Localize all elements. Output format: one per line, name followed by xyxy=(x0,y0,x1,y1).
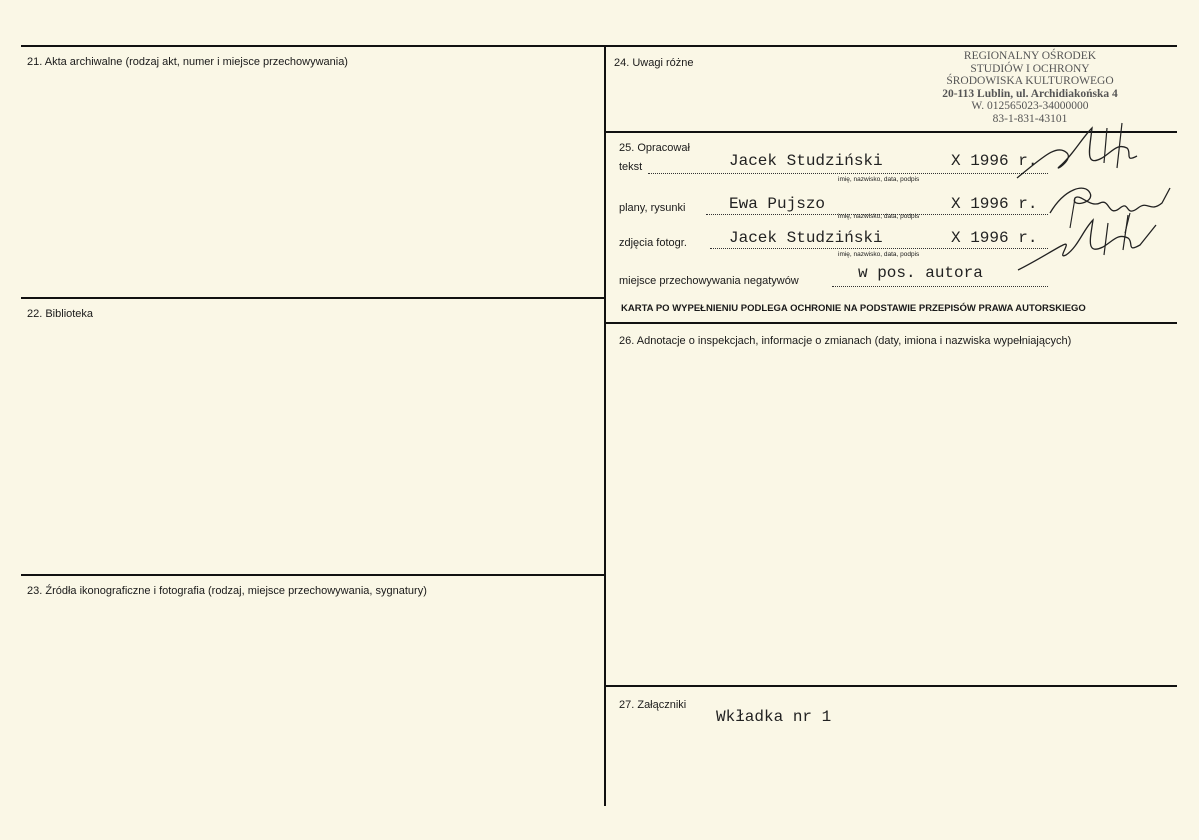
field-26-label: 26. Adnotacje o inspekcjach, informacje o zmianach (daty, imiona i nazwiska wypełniających) xyxy=(619,335,1072,347)
negatywy-location: w pos. autora xyxy=(858,264,983,282)
zdjecia-dotted-line xyxy=(710,248,1048,249)
zdjecia-label: zdjęcia fotogr. xyxy=(619,237,687,249)
rule-26-27 xyxy=(605,685,1177,687)
tekst-author: Jacek Studziński xyxy=(729,152,883,170)
stamp-line-4: 20-113 Lublin, ul. Archidiakońska 4 xyxy=(942,87,1118,100)
rule-25-26 xyxy=(605,322,1177,324)
stamp-line-2: STUDIÓW I OCHRONY xyxy=(970,62,1090,75)
negatywy-label: miejsce przechowywania negatywów xyxy=(619,275,799,287)
stamp-line-3: ŚRODOWISKA KULTUROWEGO xyxy=(946,75,1114,87)
plany-date: X 1996 r. xyxy=(951,195,1038,213)
top-rule xyxy=(21,45,1177,47)
stamp-line-6: 83-1-831-43101 xyxy=(992,112,1068,125)
stamp-line-5: W. 012565023-34000000 xyxy=(971,100,1089,112)
field-27-label: 27. Załączniki xyxy=(619,699,687,711)
zdjecia-author: Jacek Studziński xyxy=(729,229,883,247)
stamp-line-1: REGIONALNY OŚRODEK xyxy=(963,50,1097,62)
institution-stamp xyxy=(905,50,1155,125)
tekst-date: X 1996 r. xyxy=(951,152,1038,170)
plany-author: Ewa Pujszo xyxy=(729,195,826,213)
center-divider xyxy=(604,46,606,806)
rule-22-23 xyxy=(21,574,605,576)
zdjecia-date: X 1996 r. xyxy=(951,229,1038,247)
negatywy-dotted-line xyxy=(832,286,1048,287)
signature-zdjecia xyxy=(1008,205,1168,275)
plany-caption: imię, nazwisko, data, podpis xyxy=(838,213,920,220)
tekst-dotted-line xyxy=(648,173,1048,174)
zalaczniki-value: Wkładka nr 1 xyxy=(716,708,832,726)
field-21-label: 21. Akta archiwalne (rodzaj akt, numer i miejsce przechowywania) xyxy=(27,56,348,68)
field-25-label: 25. Opracował xyxy=(619,142,690,154)
plany-label: plany, rysunki xyxy=(619,202,686,214)
tekst-caption: imię, nazwisko, data, podpis xyxy=(838,176,920,183)
tekst-label: tekst xyxy=(619,161,643,173)
rule-21-22 xyxy=(21,297,605,299)
field-23-label: 23. Źródła ikonograficzne i fotografia (rodzaj, miejsce przechowywania, sygnatury) xyxy=(27,585,427,597)
copyright-notice: KARTA PO WYPEŁNIENIU PODLEGA OCHRONIE NA PODSTAWIE PRZEPISÓW PRAWA AUTORSKIEGO xyxy=(621,303,1086,314)
zdjecia-caption: imię, nazwisko, data, podpis xyxy=(838,251,920,258)
field-24-label: 24. Uwagi różne xyxy=(614,57,694,69)
field-22-label: 22. Biblioteka xyxy=(27,308,94,320)
